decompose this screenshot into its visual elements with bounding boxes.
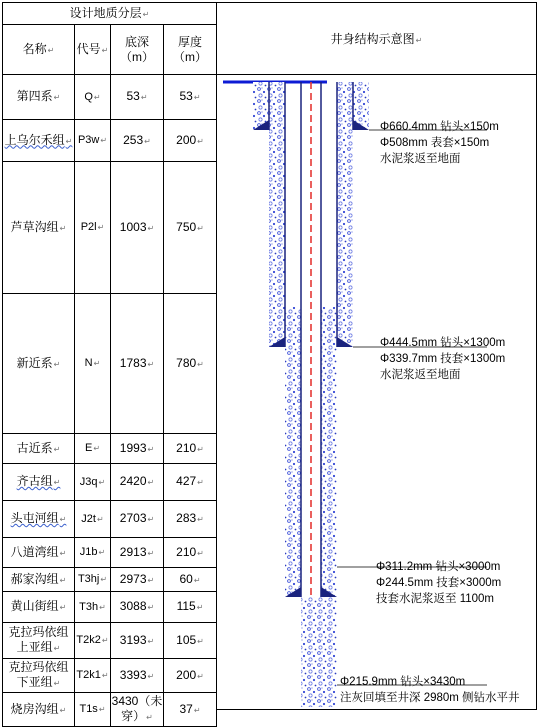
- stratum-code: P3w ↵: [75, 120, 111, 162]
- stratum-thickness: 200 ↵: [164, 120, 217, 162]
- table-row: [3, 162, 217, 294]
- table-row: [3, 568, 217, 592]
- header-thickness-line2: （m）: [173, 49, 208, 64]
- stratum-name: 黄山街组 ↵: [3, 592, 75, 623]
- stratum-code: J2t ↵: [75, 501, 111, 538]
- stratum-depth: 3193 ↵: [111, 623, 164, 659]
- stratum-name: 克拉玛依组下亚组 ↵: [3, 659, 75, 693]
- stratum-code: T3h ↵: [75, 592, 111, 623]
- stratum-thickness: 210 ↵: [164, 434, 217, 464]
- note-surface-line3: 水泥浆返至地面: [380, 153, 461, 165]
- stratum-depth: 3430（未穿） ↵: [111, 693, 164, 727]
- note-tech2: [376, 559, 501, 607]
- table-row: [3, 659, 217, 693]
- stratum-depth: 3088 ↵: [111, 592, 164, 623]
- stratum-code: T2k2 ↵: [75, 623, 111, 659]
- stratum-name: 八道湾组 ↵: [3, 538, 75, 568]
- table-header-row: [3, 25, 217, 75]
- stratum-depth: 253 ↵: [111, 120, 164, 162]
- table-row: [3, 434, 217, 464]
- stratum-depth: 2703 ↵: [111, 501, 164, 538]
- stratum-name: 克拉玛依组上亚组 ↵: [3, 623, 75, 659]
- note-tech2-line2: Φ244.5mm 技套×3000m: [376, 577, 502, 589]
- stratum-thickness: 750 ↵: [164, 162, 217, 294]
- header-depth: [111, 25, 164, 75]
- stratum-code: P2l ↵: [75, 162, 111, 294]
- note-open-hole-line2: 注灰回填至井深 2980m 侧钻水平井: [340, 692, 520, 704]
- stratum-depth: 3393 ↵: [111, 659, 164, 693]
- note-surface-line1: Φ660.4mm 钻头×150m: [380, 121, 499, 133]
- stratum-depth: 2913 ↵: [111, 538, 164, 568]
- header-name: 名称 ↵: [3, 25, 75, 75]
- header-thickness-line1: 厚度: [178, 34, 203, 49]
- stratum-thickness: 37 ↵: [164, 693, 217, 727]
- stratum-name: 第四系 ↵: [3, 75, 75, 120]
- table-group-header-row: [3, 3, 217, 25]
- stratum-code: T3hj ↵: [75, 568, 111, 592]
- header-depth-line1: 底深: [124, 34, 149, 49]
- stratum-thickness: 53 ↵: [164, 75, 217, 120]
- table-row: [3, 120, 217, 162]
- stratum-name: 郝家沟组 ↵: [3, 568, 75, 592]
- note-tech1-line3: 水泥浆返至地面: [380, 369, 461, 381]
- note-tech1: [380, 335, 505, 383]
- stratum-code: J3q ↵: [75, 464, 111, 501]
- stratum-name: 头屯河组 ↵: [3, 501, 75, 538]
- stratum-code: Q ↵: [75, 75, 111, 120]
- table-row: [3, 693, 217, 727]
- stratum-name: 齐古组 ↵: [3, 464, 75, 501]
- note-open-hole: [340, 674, 520, 706]
- note-tech1-line1: Φ444.5mm 钻头×1300m: [380, 337, 506, 349]
- note-tech2-line3: 技套水泥浆返至 1100m: [376, 593, 495, 605]
- stratum-thickness: 780 ↵: [164, 294, 217, 434]
- stratum-name: 芦草沟组 ↵: [3, 162, 75, 294]
- table-row: [3, 538, 217, 568]
- stratum-name: 新近系 ↵: [3, 294, 75, 434]
- stratum-thickness: 427 ↵: [164, 464, 217, 501]
- stratum-depth: 2973 ↵: [111, 568, 164, 592]
- cement-open-hole: [301, 597, 337, 707]
- table-row: [3, 623, 217, 659]
- stratum-depth: 1783 ↵: [111, 294, 164, 434]
- stratum-code: E ↵: [75, 434, 111, 464]
- stratum-depth: 1993 ↵: [111, 434, 164, 464]
- diagram-header: [217, 2, 537, 75]
- strata-table: [2, 2, 217, 727]
- stratum-depth: 2420 ↵: [111, 464, 164, 501]
- stratum-name: 古近系 ↵: [3, 434, 75, 464]
- note-tech2-line1: Φ311.2mm 钻头×3000m: [376, 561, 501, 573]
- note-open-hole-line1: Φ215.9mm 钻头×3430m: [340, 676, 466, 688]
- table-row: [3, 501, 217, 538]
- note-surface: [380, 119, 499, 167]
- stratum-depth: 1003 ↵: [111, 162, 164, 294]
- table-row: [3, 75, 217, 120]
- stratum-thickness: 105 ↵: [164, 623, 217, 659]
- table-group-header: 设计地质分层 ↵: [3, 3, 217, 25]
- cement-tech2-left: [285, 307, 301, 597]
- table-row: [3, 294, 217, 434]
- stratum-thickness: 115 ↵: [164, 592, 217, 623]
- stratum-code: J1b ↵: [75, 538, 111, 568]
- header-thickness: [164, 25, 217, 75]
- stratum-code: T2k1 ↵: [75, 659, 111, 693]
- table-row: [3, 592, 217, 623]
- stratum-thickness: 60 ↵: [164, 568, 217, 592]
- stratum-thickness: 283 ↵: [164, 501, 217, 538]
- header-code: 代号 ↵: [75, 25, 111, 75]
- diagram-title: 井身结构示意图 ↵: [331, 30, 423, 47]
- cement-tech1-left: [269, 82, 285, 347]
- wellbore-diagram: [217, 75, 537, 710]
- table-row: [3, 464, 217, 501]
- cement-tech2-right: [321, 307, 337, 597]
- note-tech1-line2: Φ339.7mm 技套×1300m: [380, 353, 506, 365]
- cement-tech1-right: [337, 82, 353, 347]
- stratum-thickness: 200 ↵: [164, 659, 217, 693]
- stratum-code: T1s ↵: [75, 693, 111, 727]
- header-depth-line2: （m）: [120, 49, 154, 64]
- stratum-name: 烧房沟组 ↵: [3, 693, 75, 727]
- stratum-code: N ↵: [75, 294, 111, 434]
- stratum-thickness: 210 ↵: [164, 538, 217, 568]
- stratum-depth: 53 ↵: [111, 75, 164, 120]
- stratum-name: 上乌尔禾组 ↵: [3, 120, 75, 162]
- note-surface-line2: Φ508mm 表套×150m: [380, 137, 490, 149]
